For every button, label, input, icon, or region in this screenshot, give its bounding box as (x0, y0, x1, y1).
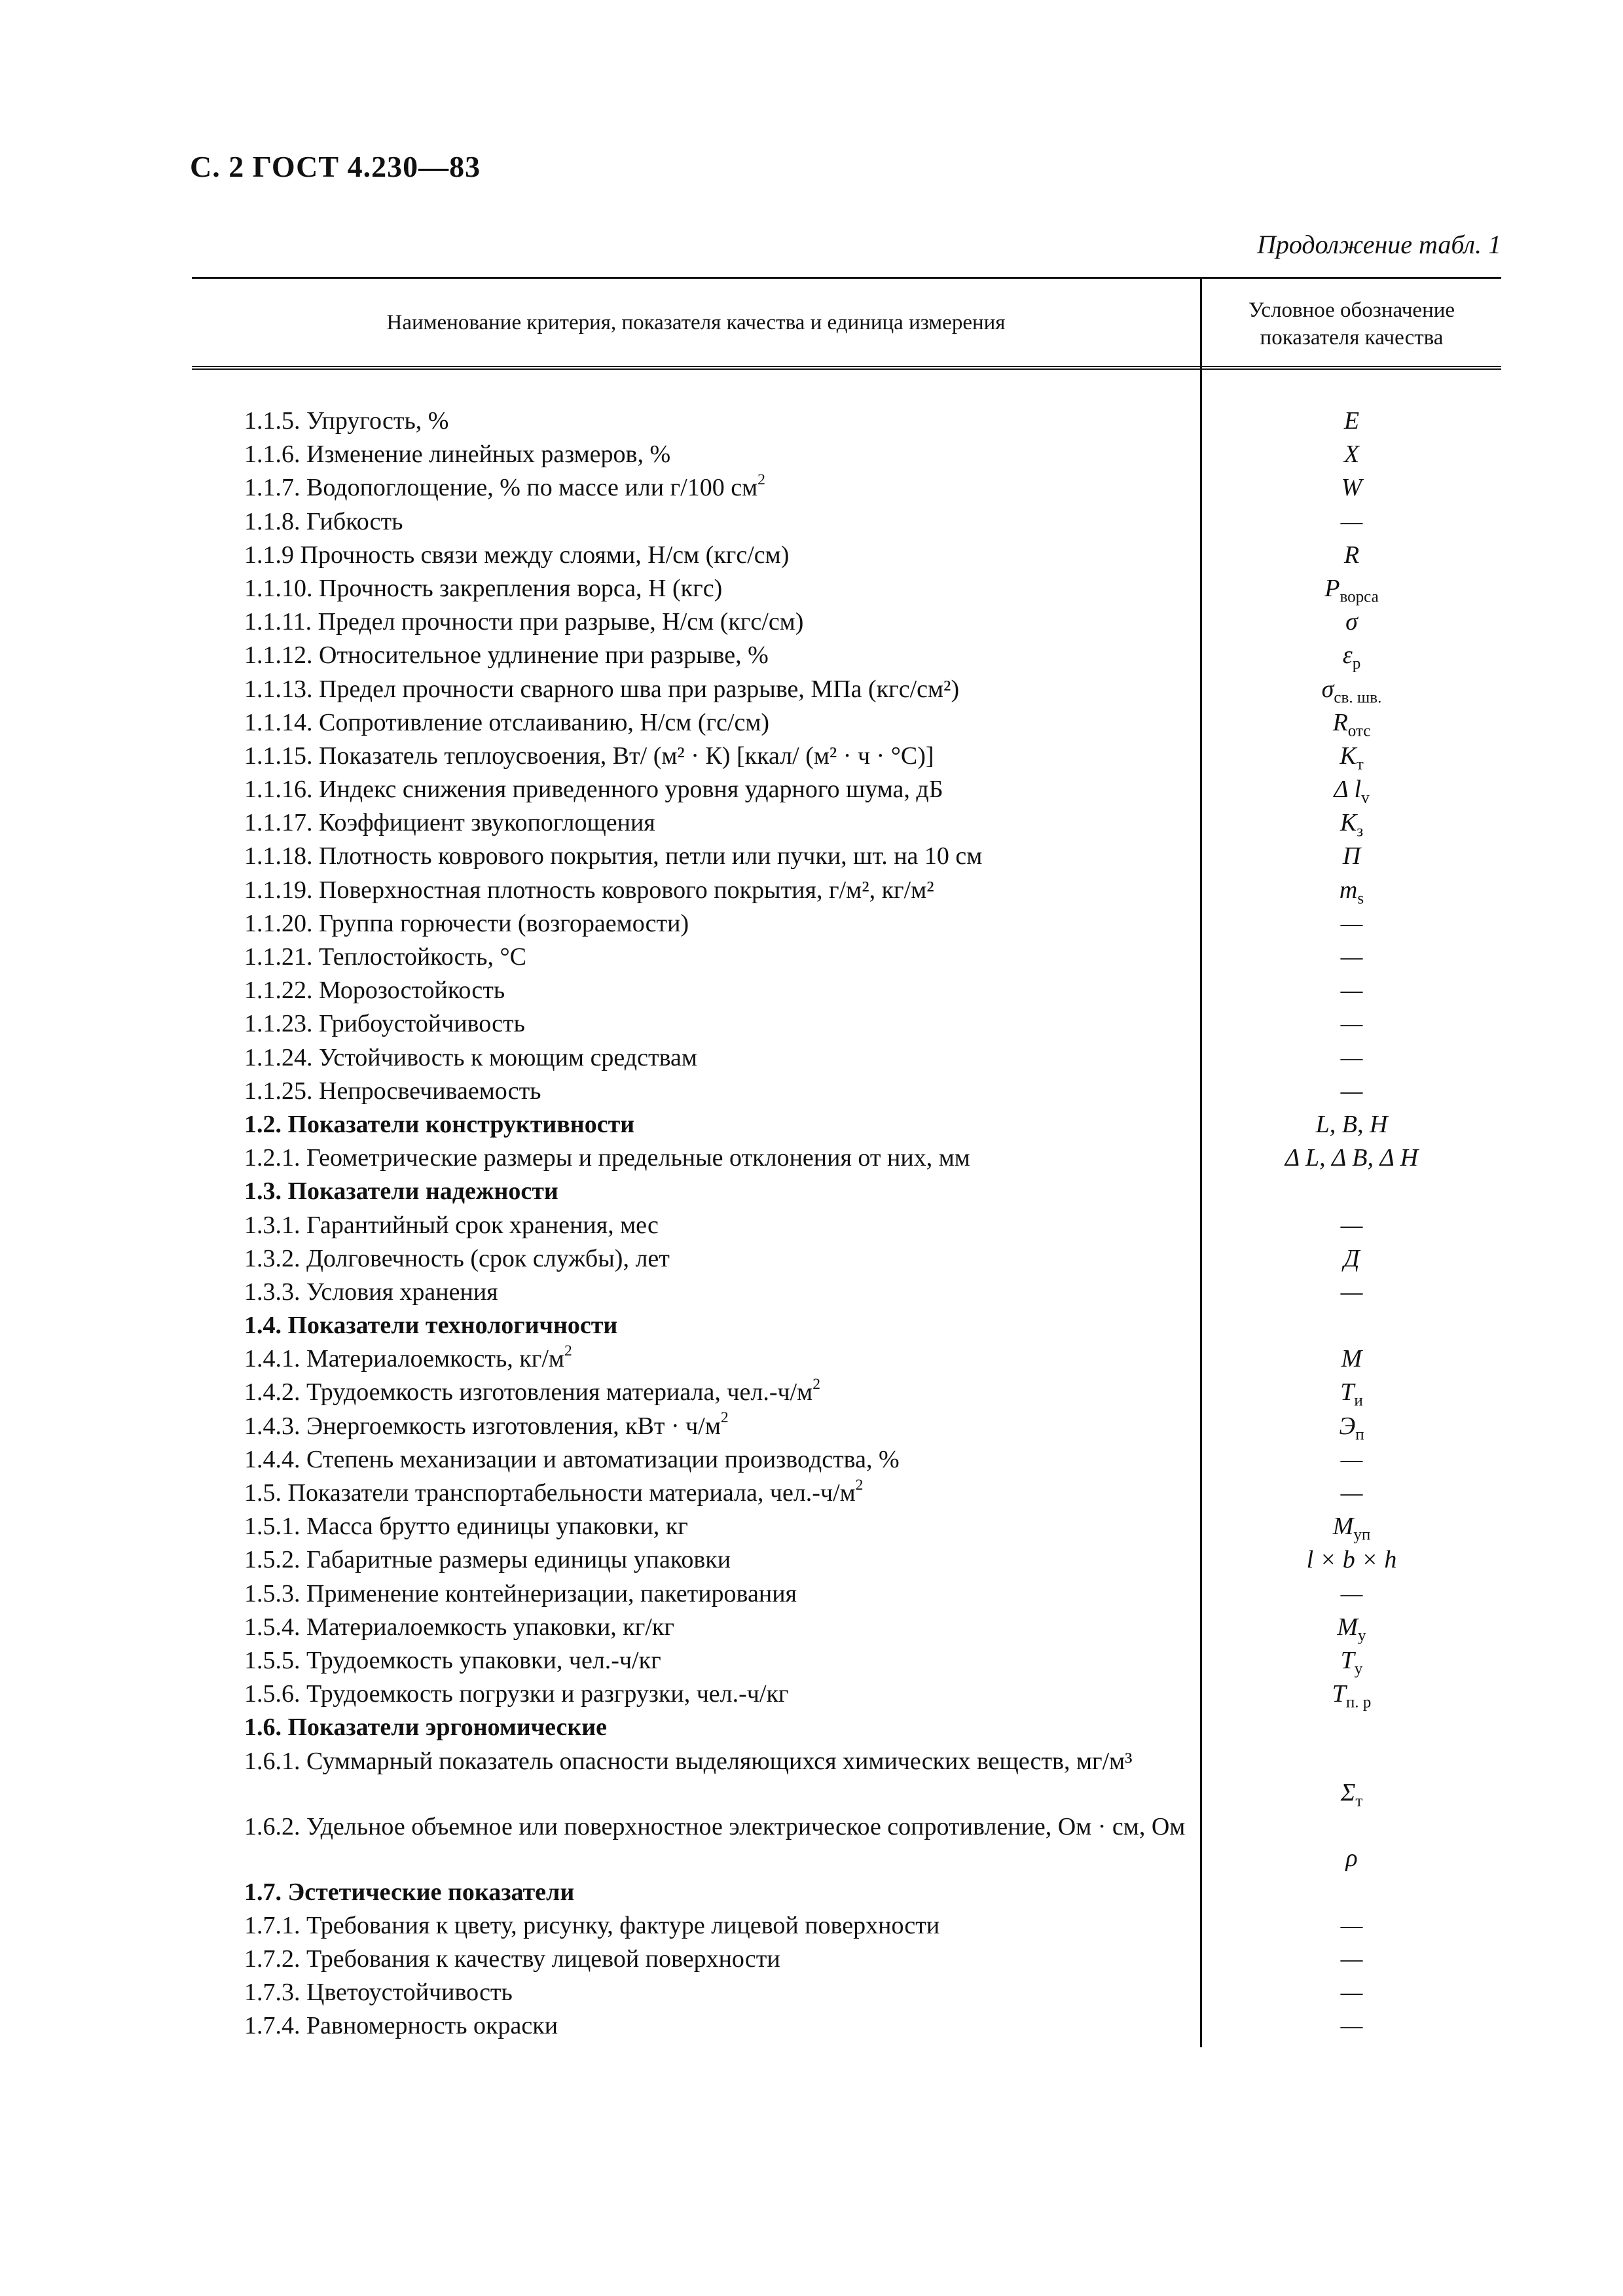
symbol-text: R (1343, 541, 1360, 569)
table-row (192, 974, 1501, 1007)
symbol-subscript: т (1356, 755, 1364, 774)
symbol-cell (1202, 639, 1501, 672)
symbol-cell (1202, 1909, 1501, 1943)
criterion-text: 1.2. Показатели конструктивности (244, 1110, 635, 1138)
symbol-cell (1202, 941, 1501, 974)
criterion-text: 1.1.23. Грибоустойчивость (244, 1010, 525, 1038)
criterion-text: 1.1.12. Относительное удлинение при разрыве, % (244, 641, 769, 670)
criterion-cell (192, 1543, 1197, 1577)
table-row (192, 1543, 1501, 1577)
criterion-text: 1.3.2. Долговечность (срок службы), лет (244, 1244, 670, 1272)
criterion-cell (192, 1276, 1197, 1309)
criterion-text: 1.1.15. Показатель теплоусвоения, Вт/ (м² · К) [ккал/ (м² · ч · °С)] (244, 742, 934, 770)
table-row (192, 1276, 1501, 1309)
table-row (192, 1209, 1501, 1242)
table-row (192, 907, 1501, 941)
symbol-cell (1202, 1842, 1501, 1875)
symbol-subscript: св. шв. (1334, 689, 1382, 707)
symbol-text: W (1341, 474, 1362, 502)
table-row (192, 1141, 1501, 1175)
criterion-text: 1.5.1. Масса брутто единицы упаковки, кг (244, 1513, 688, 1541)
symbol-cell (1202, 1242, 1501, 1276)
symbol-cell (1202, 605, 1501, 639)
criterion-cell (192, 1611, 1197, 1644)
criterion-text: 1.1.11. Предел прочности при разрыве, Н/см (кгс/см) (244, 608, 804, 636)
criterion-text: 1.1.9 Прочность связи между слоями, Н/см (кгс/см) (244, 541, 790, 569)
criterion-superscript: 2 (855, 1476, 864, 1494)
criterion-cell (192, 1041, 1197, 1075)
symbol-text: σ (1321, 675, 1334, 703)
symbol-cell (1202, 1276, 1501, 1309)
symbol-cell (1202, 1041, 1501, 1075)
symbol-cell (1202, 1141, 1501, 1175)
table-row (192, 773, 1501, 806)
symbol-cell (1202, 874, 1501, 907)
symbol-text: T (1340, 1646, 1355, 1674)
symbol-text: Δ l (1334, 776, 1362, 804)
symbol-text: E (1343, 407, 1360, 435)
symbol-subscript: v (1361, 789, 1370, 807)
symbol-text: T (1332, 1680, 1346, 1708)
symbol-subscript: у (1354, 1660, 1363, 1678)
symbol-text: Д (1343, 1244, 1360, 1272)
criterion-cell (192, 1309, 1197, 1342)
table-row (192, 1242, 1501, 1276)
symbol-cell (1202, 1376, 1501, 1409)
symbol-subscript: ворса (1340, 588, 1379, 606)
criterion-cell (192, 1711, 1197, 1744)
symbol-cell (1202, 974, 1501, 1007)
criterion-text: 1.1.16. Индекс снижения приведенного уровня ударного шума, дБ (244, 776, 943, 804)
criterion-cell (192, 572, 1197, 605)
criterion-superscript: 2 (812, 1376, 820, 1393)
symbol-text: M (1332, 1513, 1354, 1541)
symbol-cell (1202, 1611, 1501, 1644)
symbol-text: m (1339, 876, 1358, 904)
table-row (192, 1909, 1501, 1943)
criterion-text: 1.4.2. Трудоемкость изготовления материала, чел.-ч/м (244, 1378, 813, 1407)
symbol-subscript: з (1357, 822, 1364, 840)
criterion-cell (192, 1376, 1197, 1409)
symbol-text: l × b × h (1306, 1546, 1397, 1574)
symbol-text: R (1332, 708, 1348, 736)
criterion-text: 1.1.5. Упругость, % (244, 407, 449, 435)
symbol-cell (1202, 471, 1501, 505)
table-row (192, 1443, 1501, 1477)
table-row (192, 673, 1501, 706)
symbol-subscript: s (1357, 889, 1364, 908)
symbol-subscript: п (1355, 1426, 1364, 1444)
table-row (192, 1745, 1501, 1810)
table-row (192, 1711, 1501, 1744)
symbol-text: X (1343, 440, 1360, 469)
page-header: С. 2 ГОСТ 4.230—83 (190, 150, 481, 183)
column-header-symbol: Условное обозначение показателя качества (1248, 298, 1455, 350)
symbol-text: — (1340, 1979, 1363, 2007)
criterion-cell (192, 1943, 1197, 1976)
criterion-text: 1.3.3. Условия хранения (244, 1278, 498, 1306)
criterion-cell (192, 974, 1197, 1007)
criterion-superscript: 2 (757, 471, 765, 489)
symbol-text: — (1340, 1479, 1363, 1507)
symbol-cell (1202, 1776, 1501, 1810)
criterion-text: 1.1.25. Непросвечиваемость (244, 1077, 541, 1105)
symbol-cell (1202, 1007, 1501, 1041)
symbol-subscript: п. р (1345, 1693, 1372, 1712)
criterion-cell (192, 907, 1197, 941)
symbol-cell (1202, 1209, 1501, 1242)
criterion-cell (192, 1410, 1197, 1443)
symbol-text: Э (1339, 1412, 1356, 1440)
criterion-text: 1.4.3. Энергоемкость изготовления, кВт · ч/м (244, 1412, 721, 1440)
table-row (192, 404, 1501, 438)
criterion-cell (192, 1909, 1197, 1943)
criterion-superscript: 2 (720, 1409, 729, 1427)
symbol-text: ε (1342, 641, 1353, 670)
criterion-cell (192, 2009, 1197, 2043)
symbol-text: — (1340, 1077, 1363, 1105)
criterion-text: 1.7.2. Требования к качеству лицевой поверхности (244, 1945, 780, 1973)
symbol-text: — (1340, 909, 1363, 937)
criterion-text: 1.1.19. Поверхностная плотность коврового покрытия, г/м², кг/м² (244, 876, 934, 904)
table-row (192, 539, 1501, 572)
criterion-text: 1.1.7. Водопоглощение, % по массе или г/100 см (244, 474, 758, 502)
symbol-text: — (1340, 1043, 1363, 1071)
symbol-cell (1202, 1577, 1501, 1611)
criterion-cell (192, 1746, 1197, 1776)
table-row (192, 438, 1501, 471)
criterion-cell (192, 539, 1197, 572)
quality-indicators-table (192, 277, 1501, 2047)
symbol-text: — (1340, 943, 1363, 971)
symbol-cell (1202, 1644, 1501, 1677)
criterion-cell (192, 1443, 1197, 1477)
table-top-rule (192, 277, 1501, 279)
symbol-subscript: и (1354, 1392, 1363, 1410)
criterion-text: 1.1.13. Предел прочности сварного шва при разрыве, МПа (кгс/см²) (244, 675, 960, 703)
symbol-text: — (1340, 1945, 1363, 1973)
criterion-text: 1.6.1. Суммарный показатель опасности выделяющихся химических веществ, мг/м³ (244, 1747, 1133, 1775)
symbol-cell (1202, 740, 1501, 773)
criterion-text: 1.1.21. Теплостойкость, °С (244, 943, 527, 971)
table-row (192, 1108, 1501, 1141)
symbol-text: K (1340, 742, 1357, 770)
symbol-cell (1202, 539, 1501, 572)
criterion-text: 1.5.5. Трудоемкость упаковки, чел.-ч/кг (244, 1646, 661, 1674)
criterion-cell (192, 1876, 1197, 1909)
table-row (192, 1309, 1501, 1342)
symbol-cell (1202, 1510, 1501, 1543)
symbol-text: L, B, H (1315, 1110, 1388, 1138)
criterion-text: 1.2.1. Геометрические размеры и предельные отклонения от них, мм (244, 1144, 970, 1172)
criterion-cell (192, 740, 1197, 773)
criterion-text: 1.1.17. Коэффициент звукопоглощения (244, 809, 655, 837)
symbol-subscript: уп (1353, 1526, 1371, 1544)
symbol-subscript: у (1358, 1626, 1366, 1645)
symbol-cell (1202, 1943, 1501, 1976)
table-row (192, 505, 1501, 539)
table-continuation-label: Продолжение табл. 1 (1256, 230, 1501, 259)
criterion-cell (192, 1007, 1197, 1041)
criterion-text: 1.7.1. Требования к цвету, рисунку, фактуре лицевой поверхности (244, 1911, 940, 1939)
symbol-cell (1202, 1075, 1501, 1108)
table-row (192, 1810, 1501, 1876)
symbol-cell (1202, 773, 1501, 806)
criterion-cell (192, 806, 1197, 840)
header-double-rule (192, 366, 1501, 370)
criterion-cell (192, 605, 1197, 639)
criterion-text: 1.1.8. Гибкость (244, 507, 403, 535)
symbol-text: — (1340, 1278, 1363, 1306)
criterion-cell (192, 404, 1197, 438)
table-row (192, 706, 1501, 740)
symbol-cell (1202, 2009, 1501, 2043)
criterion-text: 1.5.6. Трудоемкость погрузки и разгрузки, чел.-ч/кг (244, 1680, 789, 1708)
table-row (192, 572, 1501, 605)
symbol-cell (1202, 1477, 1501, 1510)
criterion-text: 1.1.14. Сопротивление отслаиванию, Н/см (гс/см) (244, 708, 770, 736)
table-row (192, 1611, 1501, 1644)
criterion-text: 1.5. Показатели транспортабельности материала, чел.-ч/м (244, 1479, 856, 1507)
symbol-text: σ (1345, 608, 1358, 636)
table-row (192, 740, 1501, 773)
table-row (192, 1477, 1501, 1510)
table-body (192, 404, 1501, 2043)
criterion-cell (192, 1812, 1197, 1842)
symbol-text: — (1340, 1010, 1363, 1038)
criterion-cell (192, 438, 1197, 471)
symbol-cell (1202, 673, 1501, 706)
criterion-cell (192, 471, 1197, 505)
symbol-cell (1202, 1443, 1501, 1477)
column-header-criterion: Наименование критерия, показателя качества и единица измерения (386, 311, 1006, 334)
criterion-text: 1.1.10. Прочность закрепления ворса, Н (кгс) (244, 574, 723, 602)
criterion-cell (192, 1577, 1197, 1611)
table-row (192, 1510, 1501, 1543)
criterion-text: 1.3.1. Гарантийный срок хранения, мес (244, 1211, 659, 1239)
criterion-cell (192, 1141, 1197, 1175)
table-row (192, 874, 1501, 907)
symbol-cell (1202, 1976, 1501, 2009)
criterion-text: 1.5.2. Габаритные размеры единицы упаковки (244, 1546, 731, 1574)
symbol-cell (1202, 1108, 1501, 1141)
symbol-text: — (1340, 1211, 1363, 1239)
table-row (192, 1410, 1501, 1443)
criterion-cell (192, 1175, 1197, 1208)
criterion-cell (192, 1976, 1197, 2009)
criterion-text: 1.6. Показатели эргономические (244, 1713, 608, 1742)
symbol-subscript: т (1355, 1792, 1363, 1810)
symbol-cell (1202, 505, 1501, 539)
criterion-text: 1.4.4. Степень механизации и автоматизации производства, % (244, 1445, 900, 1473)
criterion-cell (192, 673, 1197, 706)
criterion-cell (192, 1108, 1197, 1141)
table-row (192, 1677, 1501, 1711)
symbol-subscript: отс (1347, 722, 1371, 740)
criterion-cell (192, 1677, 1197, 1711)
criterion-text: 1.7. Эстетические показатели (244, 1878, 575, 1906)
criterion-text: 1.6.2. Удельное объемное или поверхностное электрическое сопротивление, Ом · см, Ом (244, 1812, 1186, 1840)
symbol-text: — (1340, 2012, 1363, 2040)
symbol-cell (1202, 1342, 1501, 1376)
symbol-cell (1202, 806, 1501, 840)
criterion-cell (192, 874, 1197, 907)
table-row (192, 2009, 1501, 2043)
criterion-cell (192, 1209, 1197, 1242)
symbol-subscript: р (1352, 655, 1361, 673)
symbol-cell (1202, 404, 1501, 438)
table-row (192, 941, 1501, 974)
criterion-cell (192, 1075, 1197, 1108)
criterion-cell (192, 639, 1197, 672)
symbol-cell (1202, 907, 1501, 941)
symbol-text: — (1340, 1445, 1363, 1473)
criterion-cell (192, 1644, 1197, 1677)
criterion-text: 1.7.3. Цветоустойчивость (244, 1979, 513, 2007)
symbol-cell (1202, 706, 1501, 740)
symbol-text: П (1342, 842, 1361, 870)
symbol-cell (1202, 1677, 1501, 1711)
symbol-text: Δ L, Δ B, Δ H (1285, 1144, 1419, 1172)
table-row (192, 471, 1501, 505)
symbol-text: M (1337, 1613, 1359, 1641)
symbol-text: — (1340, 977, 1363, 1005)
table-row (192, 1577, 1501, 1611)
symbol-cell (1202, 840, 1501, 873)
criterion-cell (192, 1477, 1197, 1510)
table-row (192, 605, 1501, 639)
table-row (192, 639, 1501, 672)
symbol-text: — (1340, 507, 1363, 535)
criterion-text: 1.5.3. Применение контейнеризации, пакетирования (244, 1579, 797, 1607)
symbol-cell (1202, 1410, 1501, 1443)
criterion-cell (192, 1242, 1197, 1276)
criterion-text: 1.7.4. Равномерность окраски (244, 2012, 558, 2040)
criterion-text: 1.3. Показатели надежности (244, 1177, 558, 1206)
table-row (192, 1376, 1501, 1409)
criterion-text: 1.1.18. Плотность коврового покрытия, петли или пучки, шт. на 10 см (244, 842, 983, 870)
table-row (192, 1175, 1501, 1208)
criterion-text: 1.4.1. Материалоемкость, кг/м (244, 1345, 564, 1373)
criterion-cell (192, 941, 1197, 974)
criterion-cell (192, 505, 1197, 539)
criterion-superscript: 2 (564, 1342, 572, 1360)
criterion-text: 1.1.24. Устойчивость к моющим средствам (244, 1043, 697, 1071)
symbol-text: P (1324, 574, 1340, 602)
table-row (192, 1342, 1501, 1376)
criterion-text: 1.1.6. Изменение линейных размеров, % (244, 440, 671, 469)
table-row (192, 1876, 1501, 1909)
criterion-cell (192, 706, 1197, 740)
criterion-cell (192, 773, 1197, 806)
table-row (192, 1976, 1501, 2009)
symbol-text: ρ (1345, 1844, 1358, 1872)
criterion-text: 1.4. Показатели технологичности (244, 1312, 618, 1340)
symbol-text: Σ (1340, 1778, 1356, 1806)
symbol-text: — (1340, 1911, 1363, 1939)
table-row (192, 1943, 1501, 1976)
criterion-cell (192, 1342, 1197, 1376)
symbol-cell (1202, 1543, 1501, 1577)
criterion-text: 1.5.4. Материалоемкость упаковки, кг/кг (244, 1613, 674, 1641)
symbol-text: M (1341, 1345, 1362, 1373)
table-row (192, 1007, 1501, 1041)
symbol-text: — (1340, 1579, 1363, 1607)
criterion-text: 1.1.20. Группа горючести (возгораемости) (244, 909, 689, 937)
table-row (192, 806, 1501, 840)
symbol-text: T (1340, 1378, 1355, 1407)
criterion-text: 1.1.22. Морозостойкость (244, 977, 505, 1005)
table-row (192, 1644, 1501, 1677)
criterion-cell (192, 840, 1197, 873)
table-row (192, 1075, 1501, 1108)
symbol-cell (1202, 438, 1501, 471)
symbol-cell (1202, 572, 1501, 605)
table-row (192, 840, 1501, 873)
table-row (192, 1041, 1501, 1075)
symbol-text: K (1340, 809, 1357, 837)
criterion-cell (192, 1510, 1197, 1543)
